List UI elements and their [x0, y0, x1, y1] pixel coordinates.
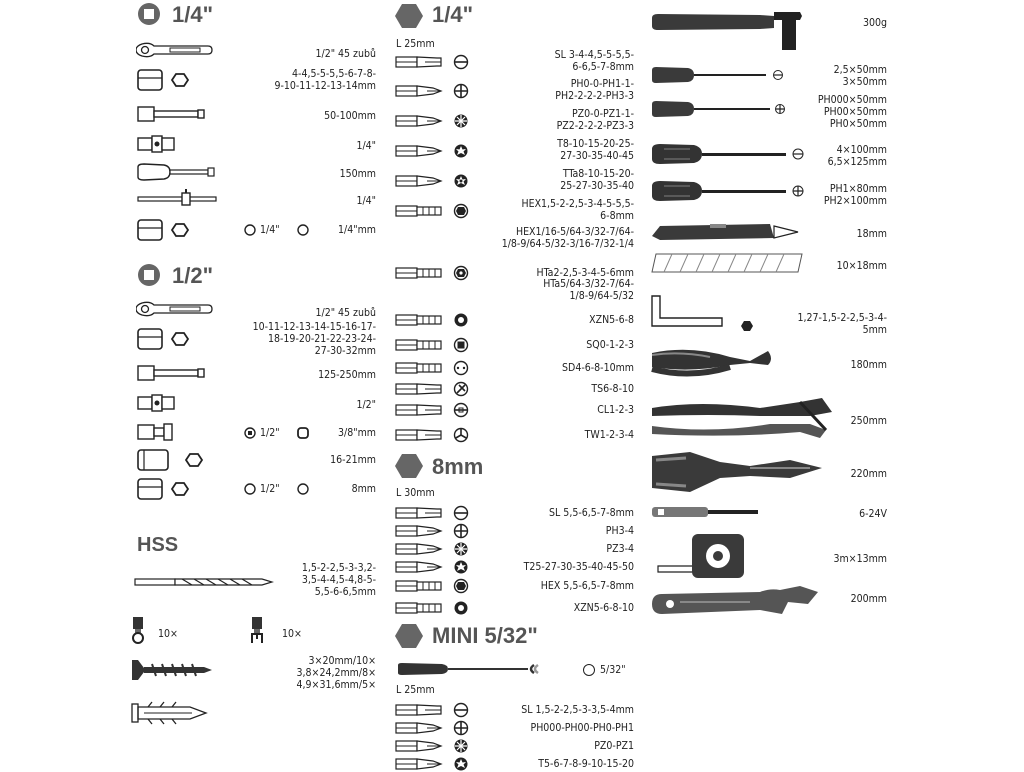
bit-length: L 25mm	[396, 38, 435, 50]
drive-marker-icon	[297, 427, 309, 439]
tool-spec: 3m×13mm	[833, 553, 887, 565]
bit-slot-icon	[395, 55, 443, 69]
adjustable-wrench-icon	[650, 582, 820, 620]
section-title: 8mm	[432, 454, 484, 479]
ratchet-icon	[136, 42, 218, 66]
torx-tip-icon	[453, 559, 469, 575]
phillips-tip-icon	[453, 83, 469, 99]
bit-spec: T5-6-7-8-9-10-15-20	[538, 758, 634, 770]
section-title: 1/2"	[172, 263, 214, 288]
snap-off-blades-icon	[650, 252, 810, 274]
drive-marker-icon	[244, 224, 256, 236]
bit-slot-icon	[395, 703, 443, 717]
tri-square-tip-icon	[453, 381, 469, 397]
item-spec: 10-11-12-13-14-15-16-17- 18-19-20-21-22-23-24- 27-30-32mm	[252, 321, 376, 357]
bit-phillips-icon	[395, 524, 443, 538]
bit-torx-icon	[395, 560, 443, 574]
bit-tri-wing-icon	[395, 428, 443, 442]
spanner-tip-icon	[453, 360, 469, 376]
item-spec: 50-100mm	[324, 110, 376, 122]
bit-spec: SD4-6-8-10mm	[562, 362, 634, 374]
hex-drive-icon	[394, 453, 424, 479]
hammer-icon	[650, 10, 810, 54]
ring-terminal-icon	[130, 616, 146, 644]
bit-spec: PZ0-PZ1	[594, 740, 634, 752]
bit-torx-tamper-icon	[395, 174, 443, 188]
bit-spec: PH000-PH00-PH0-PH1	[530, 722, 634, 734]
hex-tip-icon	[453, 578, 469, 594]
socket-icon	[136, 327, 206, 351]
extension-bar-icon	[136, 363, 206, 387]
mini-bit-holder-icon	[396, 661, 556, 677]
tool-spec: PH000×50mm PH00×50mm PH0×50mm	[817, 94, 887, 130]
clutch-tip-icon	[453, 402, 469, 418]
bit-tri-square-icon	[395, 382, 443, 396]
hex-drive-icon	[394, 3, 424, 29]
spinner-handle-icon	[136, 162, 218, 186]
bit-length: L 30mm	[396, 487, 435, 499]
bit-square-icon	[395, 338, 443, 352]
pozidriv-tip-icon	[453, 738, 469, 754]
drive-marker-icon	[297, 224, 309, 236]
section-title: 1/4"	[172, 2, 214, 27]
precision-screwdriver-ph-icon	[650, 98, 790, 120]
item-spec: 8mm	[351, 483, 376, 495]
bit-spec: PH0-0-PH1-1- PH2-2-2-2-PH3-3	[555, 78, 634, 102]
precision-screwdriver-slot-icon	[650, 64, 790, 86]
torx-tip-icon	[453, 143, 469, 159]
screw-sizes: 3×20mm/10× 3,8×24,2mm/8× 4,9×31,6mm/5×	[296, 655, 376, 691]
socket-icon	[136, 68, 206, 92]
bit-spec: TS6-8-10	[591, 383, 634, 395]
adapter-socket-icon	[136, 218, 206, 242]
mini-handle-size: 5/32"	[600, 664, 626, 676]
bit-spec: TW1-2-3-4	[584, 429, 634, 441]
item-spec: 1/4"mm	[338, 224, 376, 236]
wood-screw-icon	[130, 656, 214, 684]
pozidriv-tip-icon	[453, 113, 469, 129]
item-spec: 1/4"	[356, 195, 376, 207]
spline-tip-icon	[453, 312, 469, 328]
reducer-icon	[136, 421, 206, 445]
bit-spec: PZ3-4	[606, 543, 634, 555]
hex-tip-icon	[453, 203, 469, 219]
universal-joint-icon	[136, 393, 206, 417]
ratchet-icon	[136, 301, 218, 325]
tool-spec: 250mm	[850, 415, 887, 427]
torx-tamper-tip-icon	[453, 173, 469, 189]
tool-spec: 6-24V	[859, 508, 887, 520]
water-pump-pliers-icon	[650, 394, 840, 440]
phillips-tip-icon	[453, 523, 469, 539]
tool-spec: 2,5×50mm 3×50mm	[833, 64, 887, 88]
ring-terminal-qty: 10×	[158, 628, 178, 640]
bit-hex-tamper-icon	[395, 266, 443, 280]
bit-spec: SL 1,5-2-2,5-3-3,5-4mm	[521, 704, 634, 716]
square-drive-icon	[138, 264, 160, 286]
drill-bit-icon	[134, 573, 274, 591]
bit-spec: CL1-2-3	[597, 404, 634, 416]
bit-spec: HEX 5,5-6,5-7-8mm	[540, 580, 634, 592]
drill-bit-sizes: 1,5-2-2,5-3-3,2- 3,5-4-4,5-4,8-5- 5,5-6-6,5mm	[301, 562, 376, 598]
bit-spec: SQ0-1-2-3	[586, 339, 634, 351]
tape-measure-icon	[650, 526, 750, 582]
bit-slot-icon	[395, 506, 443, 520]
hex-drive-icon	[394, 623, 424, 649]
hex-tamper-tip-icon	[453, 265, 469, 281]
drive-marker-icon	[244, 427, 256, 439]
section-title-hss: HSS	[137, 534, 179, 556]
bit-spec: T25-27-30-35-40-45-50	[523, 561, 634, 573]
bit-torx-icon	[395, 757, 443, 771]
tool-spec: 4×100mm 6,5×125mm	[827, 144, 887, 168]
bit-spec: HEX1,5-2-2,5-3-4-5-5,5- 6-8mm	[521, 198, 634, 222]
spark-plug-socket-icon	[136, 448, 206, 472]
voltage-tester-icon	[650, 504, 770, 520]
bit-spec: HTa5/64-3/32-7/64- 1/8-9/64-5/32	[543, 278, 634, 302]
bit-pozidriv-icon	[395, 542, 443, 556]
item-spec: 1/4"	[356, 140, 376, 152]
hex-key-icon	[650, 294, 770, 332]
tool-spec: 200mm	[850, 593, 887, 605]
item-spec: 3/8"mm	[338, 427, 376, 439]
tool-spec: 10×18mm	[836, 260, 887, 272]
drive-marker-icon	[244, 483, 256, 495]
bit-spline-icon	[395, 313, 443, 327]
tool-spec: PH1×80mm PH2×100mm	[823, 183, 887, 207]
extension-bar-icon	[136, 104, 206, 128]
bit-spec: PZ0-0-PZ1-1- PZ2-2-2-2-PZ3-3	[556, 108, 634, 132]
wall-plug-icon	[130, 700, 214, 726]
tool-spec: 300g	[862, 17, 887, 29]
bit-clutch-icon	[395, 403, 443, 417]
bit-length: L 25mm	[396, 684, 435, 696]
t-bar-icon	[136, 189, 218, 213]
screwdriver-slot-icon	[650, 141, 810, 167]
item-spec: 1/2" 45 zubů	[315, 307, 376, 319]
bit-spec: XZN5-6-8	[589, 314, 634, 326]
bit-spec: XZN5-6-8-10	[573, 602, 634, 614]
adapter-socket-icon	[136, 477, 206, 501]
tool-spec: 220mm	[850, 468, 887, 480]
drive-size: 1/2"	[260, 427, 280, 439]
bit-spanner-icon	[395, 361, 443, 375]
universal-joint-icon	[136, 134, 206, 158]
bit-spec: HEX1/16-5/64-3/32-7/64- 1/8-9/64-5/32-3/16-7/32-1/4	[501, 226, 634, 250]
drive-size: 1/2"	[260, 483, 280, 495]
item-spec: 1/2"	[356, 399, 376, 411]
bit-spec: HTa2-2,5-3-4-5-6mm	[536, 267, 634, 279]
tool-spec: 180mm	[850, 359, 887, 371]
square-drive-icon	[138, 3, 160, 25]
item-spec: 16-21mm	[330, 454, 376, 466]
tri-wing-tip-icon	[453, 427, 469, 443]
drive-size: 1/4"	[260, 224, 280, 236]
bit-phillips-icon	[395, 84, 443, 98]
section-title: MINI 5/32"	[432, 623, 538, 648]
item-spec: 1/2" 45 zubů	[315, 48, 376, 60]
crimping-pliers-icon	[650, 448, 830, 504]
bit-spec: SL 3-4-4,5-5-5,5- 6-6,5-7-8mm	[554, 49, 634, 73]
item-spec: 150mm	[339, 168, 376, 180]
item-spec: 125-250mm	[318, 369, 376, 381]
fork-terminal-qty: 10×	[282, 628, 302, 640]
utility-knife-icon	[650, 218, 810, 246]
screwdriver-ph-icon	[650, 178, 810, 204]
square-tip-icon	[453, 337, 469, 353]
fork-terminal-icon	[249, 616, 265, 644]
slot-tip-icon	[453, 505, 469, 521]
item-spec: 4-4,5-5-5,5-6-7-8- 9-10-11-12-13-14mm	[274, 68, 376, 92]
slot-tip-icon	[453, 54, 469, 70]
bit-pozidriv-icon	[395, 114, 443, 128]
combination-pliers-icon	[650, 343, 810, 383]
bit-spec: T8-10-15-20-25- 27-30-35-40-45	[557, 138, 634, 162]
bit-torx-icon	[395, 144, 443, 158]
tool-spec: 18mm	[856, 228, 887, 240]
slot-tip-icon	[453, 702, 469, 718]
bit-hex-icon	[395, 204, 443, 218]
tool-spec: 1,27-1,5-2-2,5-3-4- 5mm	[797, 312, 887, 336]
bit-hex-icon	[395, 579, 443, 593]
bit-phillips-icon	[395, 721, 443, 735]
socket-ring-icon	[583, 664, 595, 676]
phillips-tip-icon	[453, 720, 469, 736]
bit-spline-icon	[395, 601, 443, 615]
bit-spec: TTa8-10-15-20- 25-27-30-35-40	[560, 168, 634, 192]
pozidriv-tip-icon	[453, 541, 469, 557]
bit-spec: PH3-4	[605, 525, 634, 537]
bit-spec: SL 5,5-6,5-7-8mm	[549, 507, 634, 519]
spline-tip-icon	[453, 600, 469, 616]
drive-marker-icon	[297, 483, 309, 495]
section-title: 1/4"	[432, 2, 474, 27]
torx-tip-icon	[453, 756, 469, 772]
bit-pozidriv-icon	[395, 739, 443, 753]
